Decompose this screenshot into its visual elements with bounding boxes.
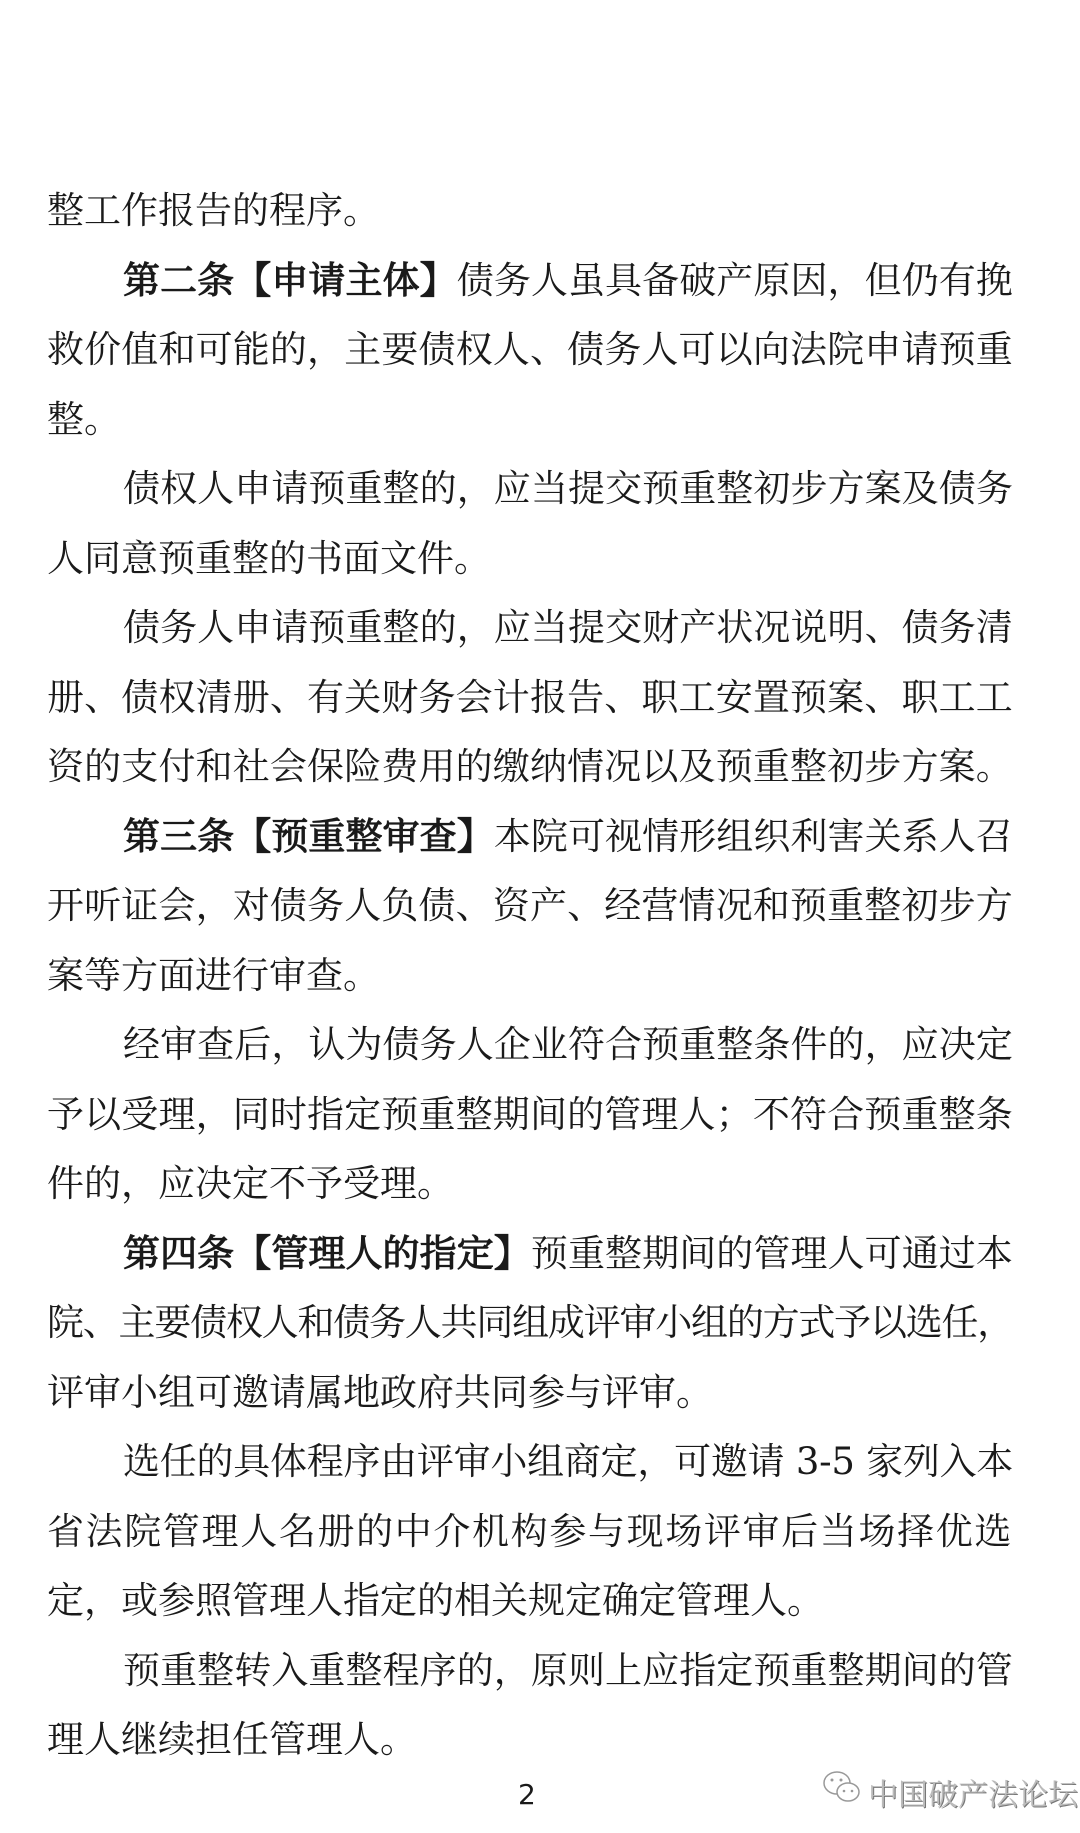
text-line	[47, 941, 1013, 1011]
line-text: 评审小组可邀请属地政府共同参与评审。	[47, 1370, 713, 1414]
text-line	[47, 1497, 1013, 1567]
line-text: 予以受理，同时指定预重整期间的管理人；不符合预重整条	[47, 1092, 1013, 1136]
line-text: 资的支付和社会保险费用的缴纳情况以及预重整初步方案。	[47, 745, 1013, 788]
text-line	[47, 1288, 1013, 1358]
text-line	[47, 1080, 1013, 1150]
watermark-text: 中国破产法论坛	[868, 1778, 1078, 1813]
text-line	[47, 385, 1013, 455]
page-number: 2	[518, 1778, 536, 1811]
text-line	[47, 1010, 1013, 1080]
text-line	[47, 871, 1013, 941]
line-text: 选任的具体程序由评审小组商定，可邀请 3-5 家列入本	[123, 1440, 1014, 1483]
line-text: 预重整转入重整程序的，原则上应指定预重整期间的管	[123, 1648, 1013, 1692]
line-text: 省法院管理人名册的中介机构参与现场评审后当场择优选	[47, 1509, 1013, 1553]
line-text: 件的，应决定不予受理。	[47, 1162, 454, 1205]
line-text: 整。	[47, 397, 121, 441]
text-line	[47, 176, 1013, 246]
wechat-icon	[822, 1770, 862, 1814]
line-text: 经审查后，认为债务人企业符合预重整条件的，应决定	[123, 1023, 1013, 1066]
text-line	[47, 1427, 1013, 1497]
line-text: 定，或参照管理人指定的相关规定确定管理人。	[47, 1579, 824, 1622]
text-line	[47, 524, 1013, 594]
article-heading-line	[47, 802, 1013, 872]
line-text: 理人继续担任管理人。	[47, 1718, 417, 1761]
article-title: 第三条【预重整审查】	[123, 814, 494, 858]
text-line	[47, 732, 1013, 802]
line-text: 本院可视情形组织利害关系人召	[493, 814, 1013, 858]
article-title: 第四条【管理人的指定】	[123, 1231, 531, 1275]
text-line	[47, 593, 1013, 663]
document-body	[47, 176, 1013, 1775]
line-text: 人同意预重整的书面文件。	[47, 536, 491, 580]
watermark	[822, 1770, 1078, 1814]
line-text: 案等方面进行审查。	[47, 953, 380, 997]
text-line	[47, 1149, 1013, 1219]
line-text: 债权人申请预重整的，应当提交预重整初步方案及债务	[123, 467, 1013, 510]
line-text: 开听证会，对债务人负债、资产、经营情况和预重整初步方	[47, 884, 1013, 927]
text-line	[47, 1358, 1013, 1428]
line-text: 院、主要债权人和债务人共同组成评审小组的方式予以选任，	[47, 1301, 1014, 1344]
line-text: 债务人虽具备破产原因，但仍有挽	[456, 258, 1013, 302]
article-title: 第二条【申请主体】	[123, 258, 457, 302]
text-line	[47, 1705, 1013, 1775]
text-line	[47, 1636, 1013, 1706]
line-text: 预重整期间的管理人可通过本	[530, 1231, 1013, 1275]
article-heading-line	[47, 246, 1013, 316]
line-text: 救价值和可能的，主要债权人、债务人可以向法院申请预重	[47, 328, 1013, 371]
text-line	[47, 315, 1013, 385]
text-line	[47, 454, 1013, 524]
line-text: 整工作报告的程序。	[47, 189, 380, 232]
text-line	[47, 663, 1013, 733]
article-heading-line	[47, 1219, 1013, 1289]
line-text: 册、债权清册、有关财务会计报告、职工安置预案、职工工	[47, 675, 1013, 719]
line-text: 债务人申请预重整的，应当提交财产状况说明、债务清	[123, 606, 1013, 649]
text-line	[47, 1566, 1013, 1636]
